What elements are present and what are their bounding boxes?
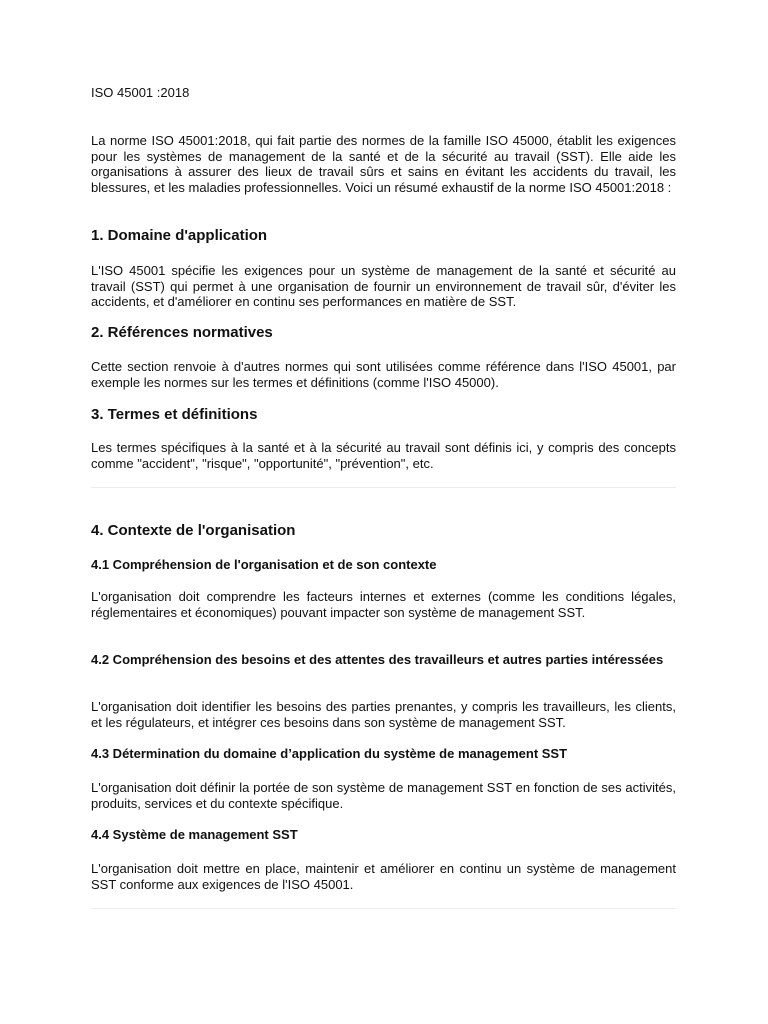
intro-paragraph: La norme ISO 45001:2018, qui fait partie des normes de la famille ISO 45000, établit les exigences pour les systèmes de management de la santé et de la sécurité au travail (SST). Elle aide les organisations à assurer des lieux de travail sûrs et sains en évitant les accidents du travail, les blessures, et les maladies professionnelles. Voici un résumé exhaustif de la norme ISO 45001:2018 :: [91, 133, 676, 196]
document-title: ISO 45001 :2018: [91, 85, 190, 100]
subsection-4-3-text: L'organisation doit définir la portée de son système de management SST en fonction de ses activités, produits, services et du contexte spécifique.: [91, 780, 676, 811]
section-divider: [91, 908, 676, 909]
subsection-4-4-text: L'organisation doit mettre en place, maintenir et améliorer en continu un système de management SST conforme aux exigences de l'ISO 45001.: [91, 861, 676, 892]
section-divider: [91, 487, 676, 488]
subsection-4-4-heading: 4.4 Système de management SST: [91, 827, 298, 842]
subsection-4-1-heading: 4.1 Compréhension de l'organisation et de son contexte: [91, 557, 437, 572]
section-1-text: L'ISO 45001 spécifie les exigences pour un système de management de la santé et sécurité au travail (SST) qui permet à une organisation de fournir un environnement de travail sûr, d'éviter les accidents, et d'améliorer en continu ses performances en matière de SST.: [91, 263, 676, 310]
subsection-4-1-text: L'organisation doit comprendre les facteurs internes et externes (comme les conditions légales, réglementaires et économiques) pouvant impacter son système de management SST.: [91, 589, 676, 620]
section-4-heading: 4. Contexte de l'organisation: [91, 522, 296, 539]
subsection-4-2-text: L'organisation doit identifier les besoins des parties prenantes, y compris les travailleurs, les clients, et les régulateurs, et intégrer ces besoins dans son système de management SST.: [91, 699, 676, 730]
section-1-heading: 1. Domaine d'application: [91, 227, 268, 244]
subsection-4-2-heading: 4.2 Compréhension des besoins et des attentes des travailleurs et autres parties intéressées: [91, 652, 664, 667]
subsection-4-3-heading: 4.3 Détermination du domaine d’application du système de management SST: [91, 746, 568, 761]
section-2-text: Cette section renvoie à d'autres normes qui sont utilisées comme référence dans l'ISO 45001, par exemple les normes sur les termes et définitions (comme l'ISO 45000).: [91, 359, 676, 390]
section-3-heading: 3. Termes et définitions: [91, 406, 258, 423]
section-3-text: Les termes spécifiques à la santé et à la sécurité au travail sont définis ici, y compris des concepts comme "accident", "risque", "opportunité", "prévention", etc.: [91, 440, 676, 471]
section-2-heading: 2. Références normatives: [91, 324, 273, 341]
